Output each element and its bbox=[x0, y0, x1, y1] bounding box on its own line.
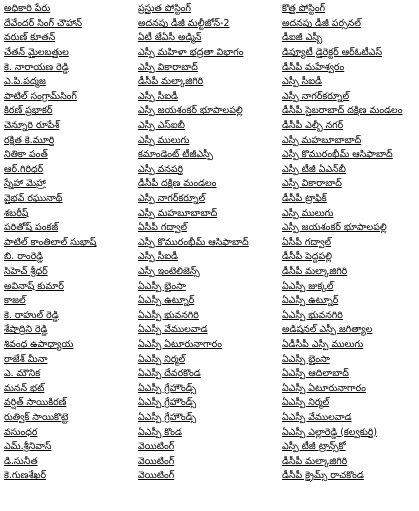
table-row bbox=[0, 411, 419, 426]
officer-name-cell: శివంధ ఉపాధ్యాయ bbox=[4, 338, 74, 350]
officer-name-cell: ఎ.పి.పద్మజ bbox=[4, 76, 46, 88]
officer-name-cell: స్నేహా మెహ్రా bbox=[4, 178, 46, 190]
table-row bbox=[0, 60, 419, 75]
officer-name-cell: చెన్నూరి రూపేశ్ bbox=[4, 120, 60, 132]
table-row bbox=[0, 323, 419, 338]
current-posting-cell: డీసీపీ మల్కాజిగిరి bbox=[138, 76, 204, 88]
current-posting-cell: ఎస్పీ ఇంటెలిజెన్స్ bbox=[138, 265, 200, 277]
current-posting-cell: ఏఎస్పీ గ్రేహౌండ్స్ bbox=[138, 382, 197, 394]
table-row bbox=[0, 148, 419, 163]
table-header-row bbox=[0, 2, 419, 17]
new-posting-cell: ఎస్పీ మహబూబాబాద్ bbox=[282, 134, 362, 146]
officer-name-cell: మనన్ భట్ bbox=[4, 382, 45, 394]
officer-name-cell: శబరీష్ bbox=[4, 207, 29, 219]
table-row bbox=[0, 396, 419, 411]
current-posting-cell: ఏసీపీ గద్వాల్ bbox=[138, 222, 188, 234]
table-row bbox=[0, 440, 419, 455]
officer-name-cell: కె. నారాయణ రెడ్డి bbox=[4, 61, 69, 73]
officer-name-cell: వైభవ్ రఘునాథ్ bbox=[4, 193, 63, 205]
table-row bbox=[0, 338, 419, 353]
current-posting-cell: ఏఎస్పీ దేవరకొండ bbox=[138, 368, 201, 380]
table-row bbox=[0, 119, 419, 134]
officer-name-cell: బి. రాంరెడ్డి bbox=[4, 251, 44, 263]
officer-name-cell: నితికా పంత్ bbox=[4, 149, 48, 161]
new-posting-cell: అదనపు డీజీ పర్సనల్ bbox=[282, 17, 361, 29]
current-posting-cell: ఎస్పీ మహబూబాబాద్ bbox=[138, 207, 218, 219]
new-posting-cell: ఏఎస్పీ జుక్కల్ bbox=[282, 280, 334, 292]
current-posting-cell: అదనపు డీజీ మల్టీజోన్-2 bbox=[138, 17, 230, 29]
table-row bbox=[0, 177, 419, 192]
new-posting-cell: ఎస్పీ సీఐడీ bbox=[282, 76, 322, 88]
current-posting-cell: ఎస్పీ వనపర్తి bbox=[138, 163, 184, 175]
table-row bbox=[0, 17, 419, 32]
table-row bbox=[0, 104, 419, 119]
new-posting-cell: ఎస్పీ టీజీ ట్రాన్స్‌కో bbox=[282, 441, 346, 453]
current-posting-cell: ఏఎస్పీ ఉట్నూర్ bbox=[138, 295, 195, 307]
officer-name-cell: అవినాష్ కుమార్ bbox=[4, 280, 64, 292]
current-posting-cell: ఎస్పీ ములుగు bbox=[138, 134, 190, 146]
current-posting-cell: ఎస్పీ నాగర్‌కర్నూల్ bbox=[138, 193, 206, 205]
officer-name-cell: పాటిల్ కాంతిలాల్ సుభాష్ bbox=[4, 236, 97, 248]
table-row bbox=[0, 308, 419, 323]
new-posting-cell: ఎస్పీ నాగర్‌కర్నూల్ bbox=[282, 90, 350, 102]
officer-name-cell: కె.గుణశేఖర్ bbox=[4, 470, 47, 482]
table-row bbox=[0, 192, 419, 207]
current-posting-cell: ఎస్పీ ఎస్ఐబీ bbox=[138, 120, 185, 132]
table-row bbox=[0, 381, 419, 396]
table-row bbox=[0, 250, 419, 265]
table-row bbox=[0, 133, 419, 148]
table-row bbox=[0, 31, 419, 46]
table-row bbox=[0, 163, 419, 178]
new-posting-cell: ఏఎస్పీ వేములవాడ bbox=[282, 411, 352, 423]
new-posting-cell: డీసీపీ క్రైమ్స్ రాచకొండ bbox=[282, 470, 364, 482]
officer-name-cell: ఆర్.గిరిధర్ bbox=[4, 163, 44, 175]
officer-name-cell: రుత్విక్ సాయికొట్టె bbox=[4, 411, 69, 423]
new-posting-cell: డీసీపీ మల్కాజిగిరి bbox=[282, 265, 348, 277]
table-row bbox=[0, 221, 419, 236]
new-posting-cell: ఎస్పీ టీజీ ఏఎన్‌బీ bbox=[282, 163, 346, 175]
officer-name-cell: సిహెచ్ శ్రీధర్ bbox=[4, 265, 48, 277]
new-posting-cell: డీసీపీ ట్రాఫిక్ bbox=[282, 193, 327, 205]
current-posting-cell: ఎస్పీ సీఐడీ bbox=[138, 251, 178, 263]
current-posting-cell: ఏఎస్పీ గ్రేహౌండ్స్ bbox=[138, 397, 197, 409]
current-posting-cell: వెయిటింగ్ bbox=[138, 455, 175, 467]
header-new-posting: కొత్త పోస్టింగ్ bbox=[282, 3, 326, 15]
new-posting-cell: ఏఎస్పీ ఎల్లారెడ్డి (కల్వకుర్తి) bbox=[282, 426, 378, 438]
officer-name-cell: రాజేశ్ మీనా bbox=[4, 353, 48, 365]
table-row bbox=[0, 236, 419, 251]
current-posting-cell: ఏటీ జేఏసీ అడ్మిన్ bbox=[138, 32, 202, 44]
officer-name-cell: కె. రాహుల్ రెడ్డి bbox=[4, 309, 59, 321]
new-posting-cell: డిప్యూటీ డైరెక్టర్ ఆర్ఓటీఎస్ bbox=[282, 47, 383, 59]
new-posting-cell: ఏఎస్పీ భువనగిరి bbox=[282, 309, 343, 321]
officer-name-cell: చేతన్ మైలబత్తుల bbox=[4, 47, 69, 59]
current-posting-cell: డీసీపీ దక్షిణ మండలం bbox=[138, 178, 217, 190]
current-posting-cell: ఎస్పీ కొమురంభీమ్ ఆసిఫాబాద్ bbox=[138, 236, 249, 248]
officer-name-cell: కాజల్ bbox=[4, 295, 26, 307]
current-posting-cell: ఏఎస్పీ భైంసా bbox=[138, 280, 186, 292]
new-posting-cell: ఎస్పీ కొమురంభీమ్ ఆసిఫాబాద్ bbox=[282, 149, 393, 161]
officer-name-cell: డి.సునీత bbox=[4, 455, 38, 467]
new-posting-cell: డీఐజీ ఎస్బీ bbox=[282, 32, 323, 44]
officer-name-cell: రక్షిత కె.మూర్తి bbox=[4, 134, 55, 146]
current-posting-cell: ఏఎస్పీ నిర్మల్ bbox=[138, 353, 186, 365]
header-current-posting: ప్రస్తుత పోస్టింగ్ bbox=[138, 3, 192, 15]
table-row bbox=[0, 46, 419, 61]
current-posting-cell: ఏఎస్పీ కొండ bbox=[138, 426, 182, 438]
new-posting-cell: ఎస్పీ జయశంకర్ భూపాలపల్లి bbox=[282, 222, 387, 234]
new-posting-cell: డీసీపీ మహేశ్వరం bbox=[282, 61, 345, 73]
new-posting-cell: ఎస్పీ వికారాబాద్ bbox=[282, 178, 342, 190]
current-posting-cell: ఏఎస్పీ భువనగిరి bbox=[138, 309, 199, 321]
current-posting-cell: ఎస్పీ సీఐడీ bbox=[138, 90, 178, 102]
current-posting-cell: ఏఎస్పీ వేములవాడ bbox=[138, 324, 208, 336]
new-posting-cell: ఏసీపీ గద్వాల్ bbox=[282, 236, 332, 248]
table-row bbox=[0, 279, 419, 294]
table-row bbox=[0, 206, 419, 221]
table-row bbox=[0, 75, 419, 90]
table-row bbox=[0, 425, 419, 440]
table-row bbox=[0, 265, 419, 280]
new-posting-cell: ఏఎస్పీ ఏటూరునాగారం bbox=[282, 382, 366, 394]
current-posting-cell: ఏఎస్పీ ఏటూరునాగారం bbox=[138, 338, 222, 350]
header-officer-name: అధికారి పేరు bbox=[4, 3, 51, 15]
table-row bbox=[0, 352, 419, 367]
officer-name-cell: శేషాద్రిని రెడ్డి bbox=[4, 324, 48, 336]
current-posting-cell: ఎస్పీ జయశంకర్ భూపాలపల్లి bbox=[138, 105, 243, 117]
current-posting-cell: వెయిటింగ్ bbox=[138, 470, 175, 482]
officer-name-cell: వసుంధర bbox=[4, 426, 38, 438]
current-posting-cell: ఎస్పీ వికారాబాద్ bbox=[138, 61, 198, 73]
table-body bbox=[0, 17, 419, 484]
new-posting-cell: డీసీపీ పెద్దపల్లి bbox=[282, 251, 332, 263]
new-posting-cell: డీసీపీ సైబరాబాద్ దక్షిణ మండలం bbox=[282, 105, 403, 117]
table-row bbox=[0, 454, 419, 469]
officer-name-cell: ఎమ్.శ్రీనివాస్ bbox=[4, 441, 52, 453]
current-posting-cell: వెయిటింగ్ bbox=[138, 441, 175, 453]
officer-name-cell: ఎ. మౌనిక bbox=[4, 368, 41, 380]
table-row bbox=[0, 367, 419, 382]
new-posting-cell: డీసీపీ మల్కాజిగిరి bbox=[282, 455, 348, 467]
table-row bbox=[0, 294, 419, 309]
officer-name-cell: వర్షిత్ సాయికిరణ్ bbox=[4, 397, 67, 409]
new-posting-cell: డీసీపీ ఎల్బీ నగర్ bbox=[282, 120, 344, 132]
current-posting-cell: ఎస్పీ మహిళా భద్రతా విభాగం bbox=[138, 47, 244, 59]
current-posting-cell: కమాండెంట్ టీజీఎస్పీ bbox=[138, 149, 213, 161]
new-posting-cell: ఏఎస్పీ ఆదిలాబాద్ bbox=[282, 368, 349, 380]
new-posting-cell: ఏడీసీపీ ఎస్పీ ములుగు bbox=[282, 338, 364, 350]
table-row bbox=[0, 469, 419, 484]
new-posting-cell: ఎస్పీ ములుగు bbox=[282, 207, 334, 219]
new-posting-cell: ఏఎస్పీ నిర్మల్ bbox=[282, 397, 330, 409]
officer-name-cell: వరుణ్ కూతన్ bbox=[4, 32, 56, 44]
table-row bbox=[0, 90, 419, 105]
officer-name-cell: పరితోష్ పంకజ్ bbox=[4, 222, 59, 234]
officer-name-cell: దేవేందర్ సింగ్ చౌహాన్ bbox=[4, 17, 82, 29]
current-posting-cell: ఏఎస్పీ గ్రేహౌండ్స్ bbox=[138, 411, 197, 423]
new-posting-cell: ఏఎస్పీ ఉట్నూర్ bbox=[282, 295, 339, 307]
officer-name-cell: పాటిల్ సంగ్రామ్‌సింగ్ bbox=[4, 90, 77, 102]
officer-name-cell: కిరణ్ ప్రభాకర్ bbox=[4, 105, 53, 117]
new-posting-cell: ఏఎస్పీ భైంసా bbox=[282, 353, 330, 365]
new-posting-cell: అడిషనల్ ఎస్పీ జగిత్యాల bbox=[282, 324, 373, 336]
